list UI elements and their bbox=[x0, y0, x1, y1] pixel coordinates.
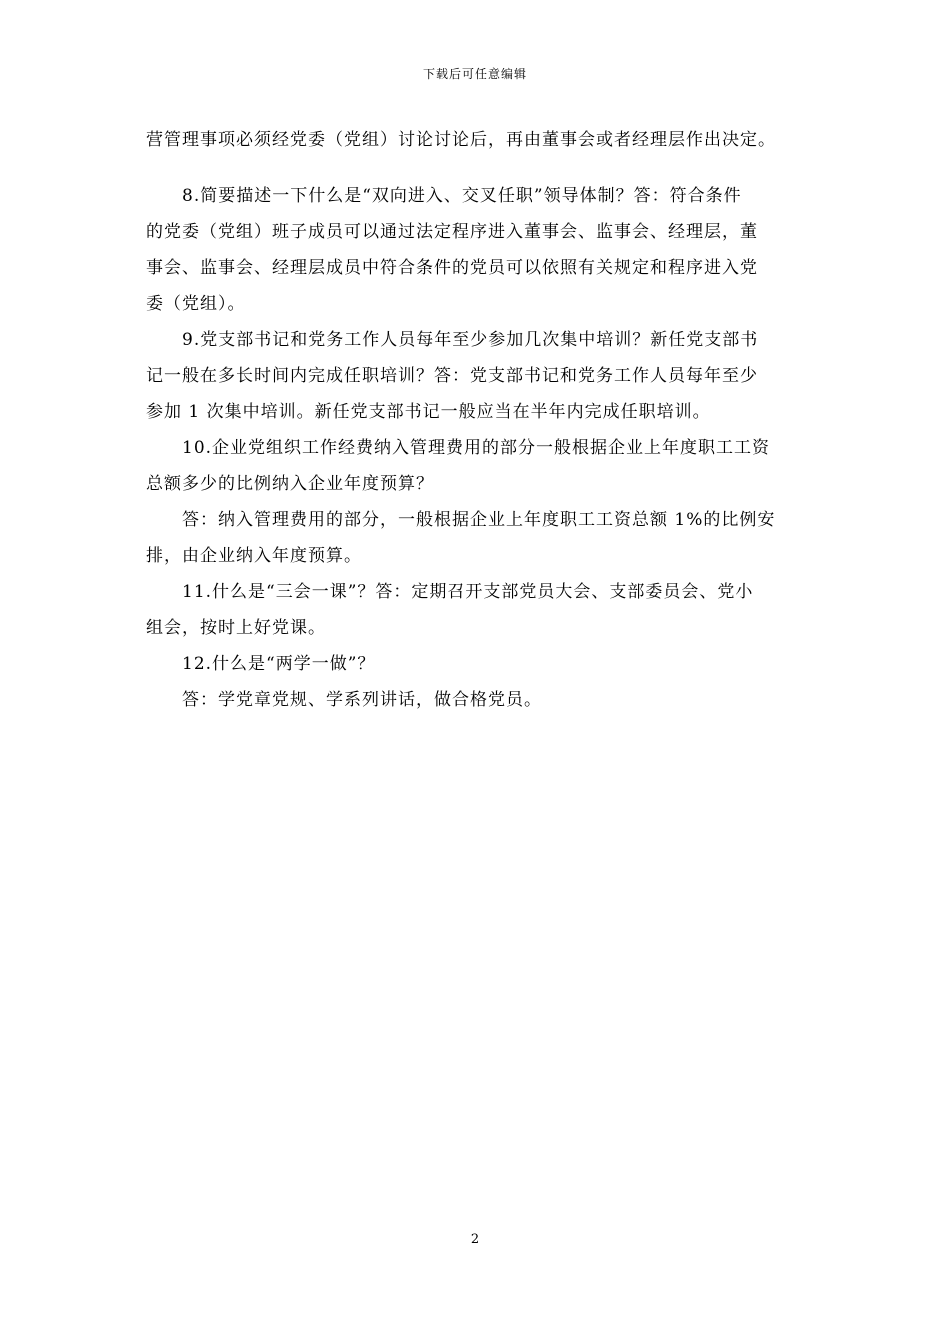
paragraph-line: 委（党组）。 bbox=[146, 294, 246, 314]
paragraph-line: 9.党支部书记和党务工作人员每年至少参加几次集中培训？新任党支部书 bbox=[182, 330, 759, 350]
paragraph-gap bbox=[146, 158, 808, 178]
paragraph-line: 排，由企业纳入年度预算。 bbox=[146, 546, 362, 566]
paragraph-line: 营管理事项必须经党委（党组）讨论讨论后，再由董事会或者经理层作出决定。 bbox=[146, 130, 776, 150]
paragraph-line: 事会、监事会、经理层成员中符合条件的党员可以依照有关规定和程序进入党 bbox=[146, 258, 758, 278]
paragraph-line: 11.什么是“三会一课”？答：定期召开支部党员大会、支部委员会、党小 bbox=[182, 582, 754, 602]
paragraph-line: 记一般在多长时间内完成任职培训？答：党支部书记和党务工作人员每年至少 bbox=[146, 366, 758, 386]
paragraph-line: 总额多少的比例纳入企业年度预算？ bbox=[146, 474, 434, 494]
paragraph-line: 10.企业党组织工作经费纳入管理费用的部分一般根据企业上年度职工工资 bbox=[182, 438, 771, 458]
document-body bbox=[146, 122, 808, 718]
paragraph-line: 的党委（党组）班子成员可以通过法定程序进入董事会、监事会、经理层，董 bbox=[146, 222, 758, 242]
page-header: 下载后可任意编辑 bbox=[422, 67, 527, 81]
paragraph-line: 8.简要描述一下什么是“双向进入、交叉任职”领导体制？答：符合条件 bbox=[182, 186, 742, 206]
paragraph-line: 答：学党章党规、学系列讲话，做合格党员。 bbox=[182, 690, 542, 710]
paragraph-line: 组会，按时上好党课。 bbox=[146, 618, 326, 638]
paragraph-line: 12.什么是“两学一做”？ bbox=[182, 654, 376, 674]
paragraph-line: 参加 1 次集中培训。新任党支部书记一般应当在半年内完成任职培训。 bbox=[146, 402, 711, 422]
paragraph-line: 答：纳入管理费用的部分，一般根据企业上年度职工工资总额 1%的比例安 bbox=[182, 510, 776, 530]
page-number: 2 bbox=[470, 1232, 480, 1247]
